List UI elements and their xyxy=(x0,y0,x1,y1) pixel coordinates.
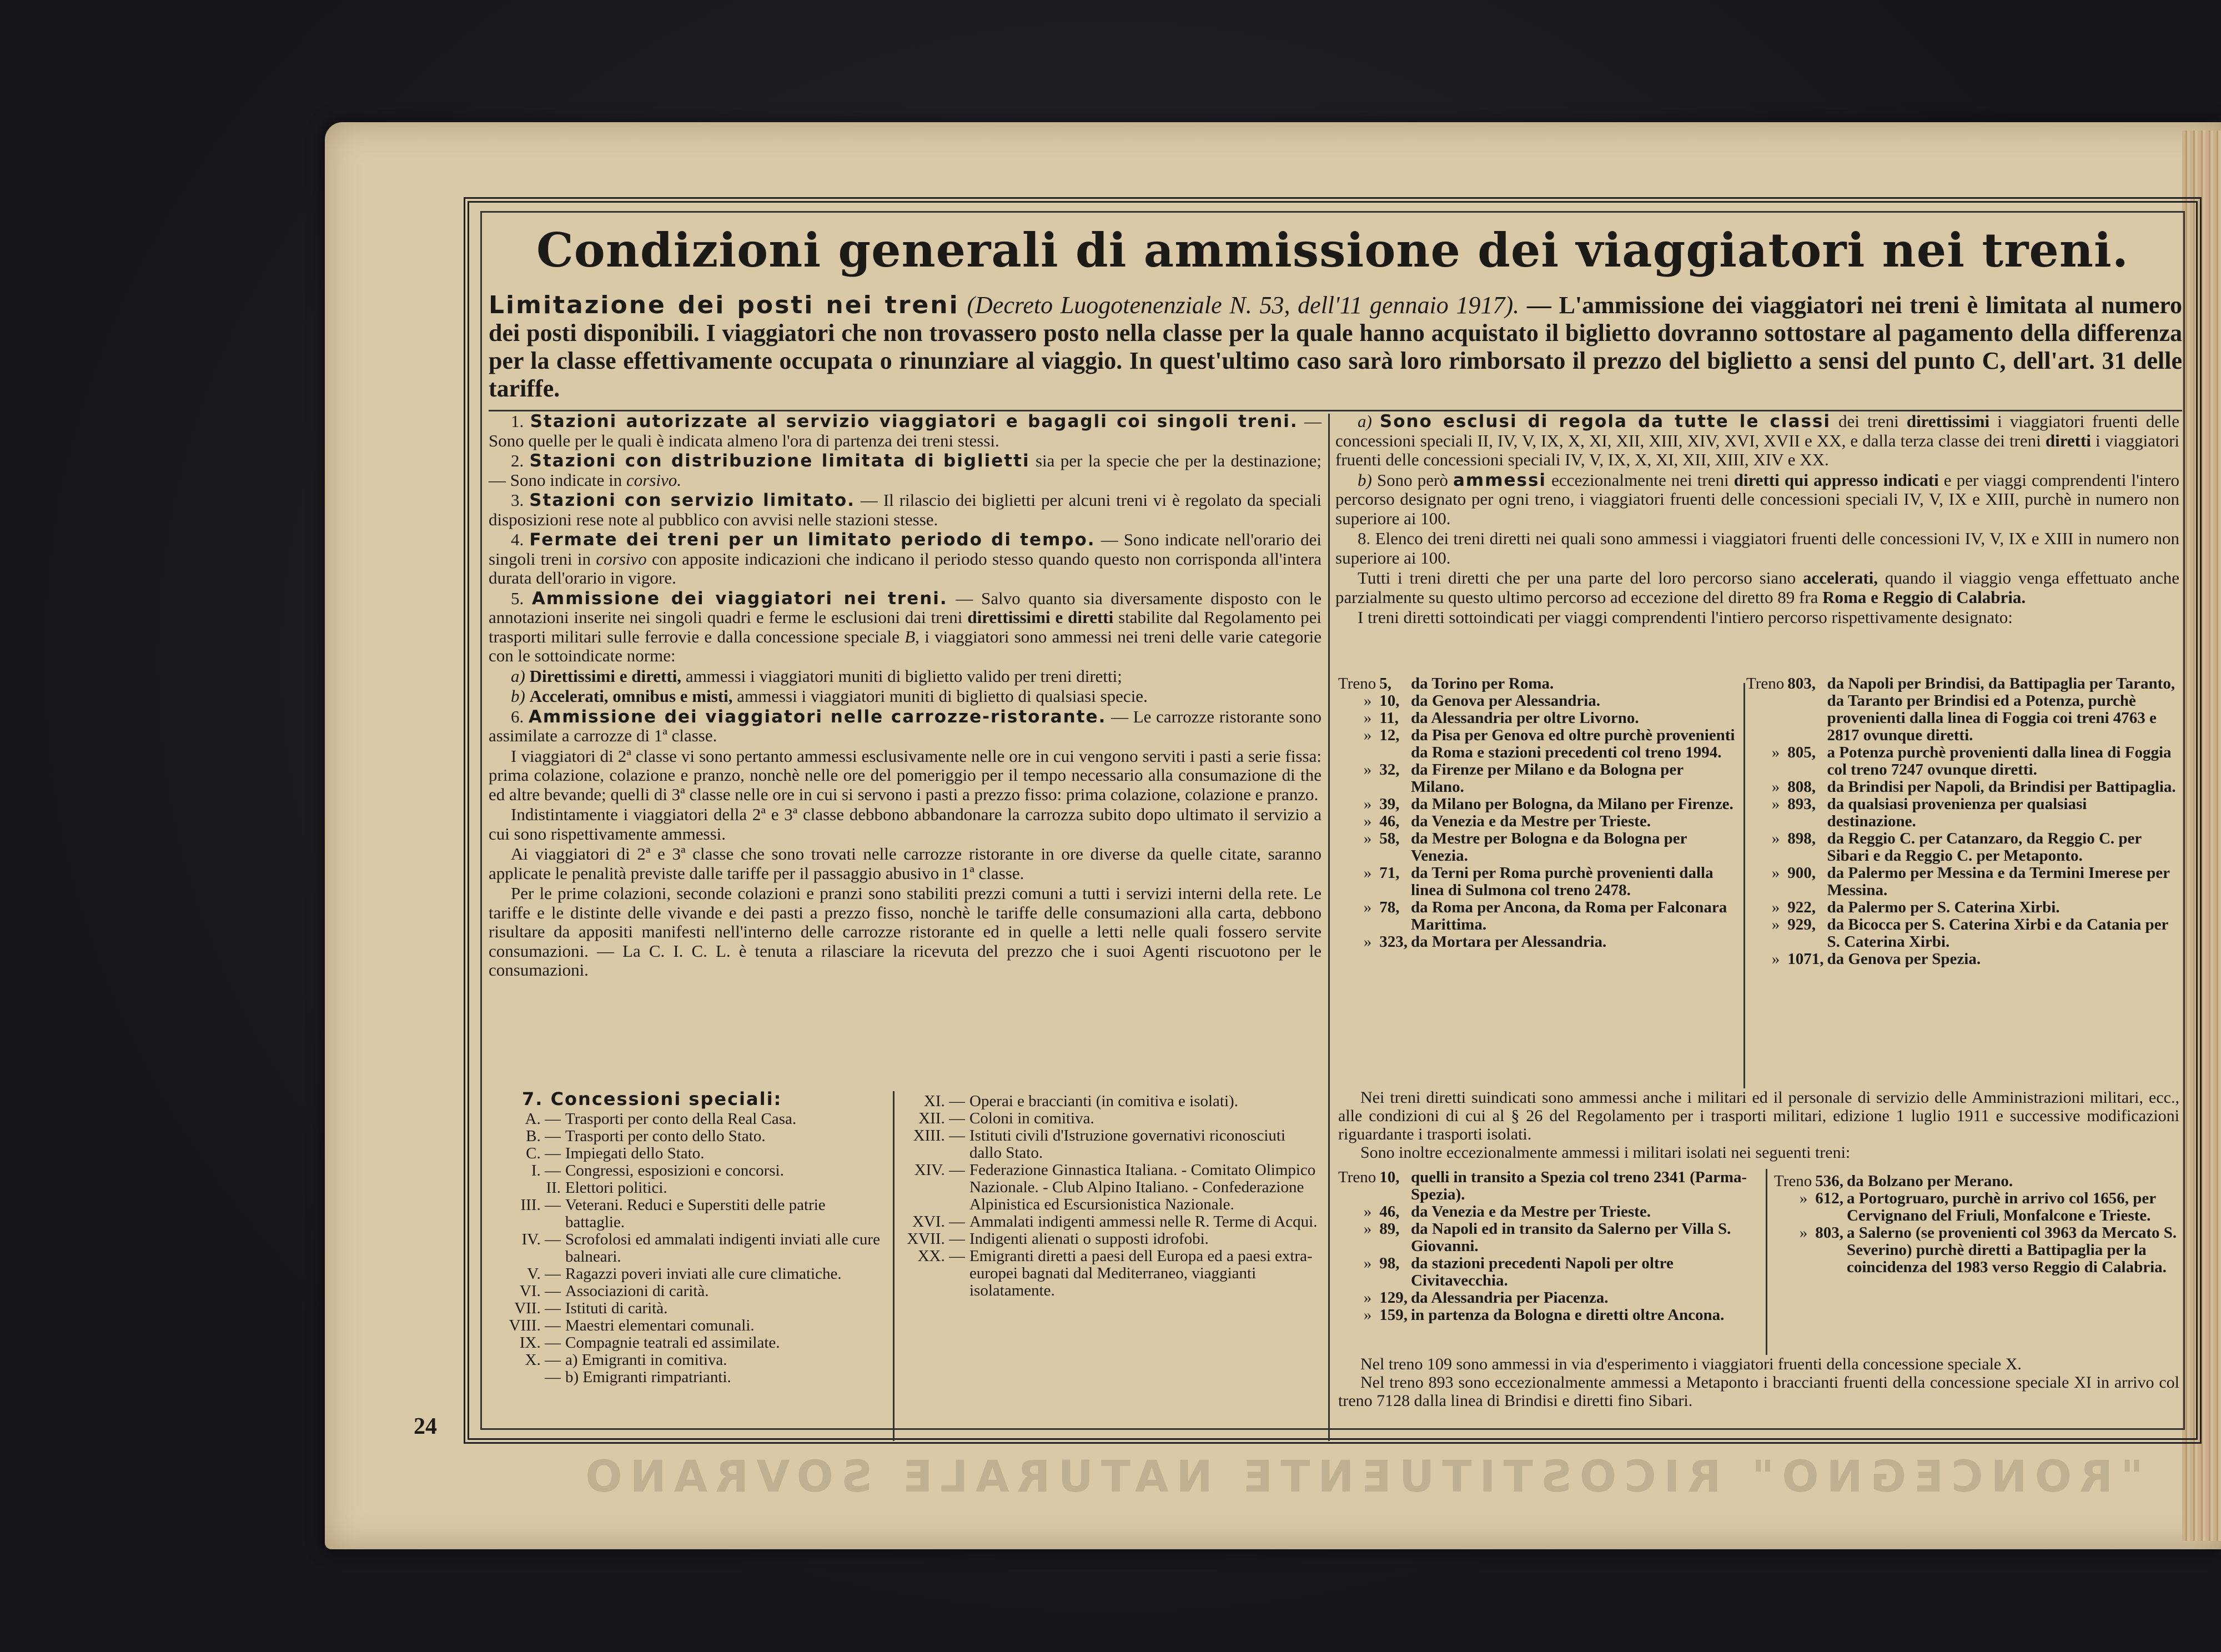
concessione-code: III. — xyxy=(520,1196,561,1214)
train-prefix: » xyxy=(1363,1203,1372,1221)
train-prefix: » xyxy=(1771,864,1780,882)
train-route: da Bolzano per Merano. xyxy=(1846,1172,2013,1190)
concessione-row xyxy=(898,1213,1320,1231)
train-prefix: » xyxy=(1363,1254,1372,1272)
concessione-row xyxy=(898,1093,1320,1110)
concessione-text: a) Emigranti in comitiva. xyxy=(565,1351,727,1369)
paragraph-9 xyxy=(1335,569,2179,607)
paragraph-11: Nei treni diretti suindicati sono ammessi anche i militari ed il personale di servizio delle Amministrazioni militari, ecc., alle condizioni di cui al § 26 del Regolamento per i trasporti militari, edizione 1 luglio 1911 e successive modificazioni riguardante i trasporti isolati. xyxy=(1338,1088,2179,1143)
train-route: da Roma per Ancona, da Roma per Falconara Marittima. xyxy=(1410,898,1727,933)
train-number: 1071, xyxy=(1787,950,1824,968)
train-route: da Venezia e da Mestre per Trieste. xyxy=(1410,1203,1651,1221)
train-prefix: » xyxy=(1771,898,1780,916)
concessioni-divider xyxy=(893,1091,895,1441)
train-row xyxy=(1338,761,1738,796)
train-prefix: » xyxy=(1363,726,1372,744)
concessione-text: Scrofolosi ed ammalati indigenti inviati alle cure balneari. xyxy=(565,1231,880,1266)
paragraph-a-bold: direttissimi xyxy=(1906,411,1990,431)
section-6-text: — Le carrozze ristorante sono assimilate a carrozze di 1ª classe. xyxy=(489,706,1321,745)
concessione-code: — xyxy=(545,1368,561,1386)
train-prefix: » xyxy=(1771,744,1780,761)
train-number: 612, xyxy=(1815,1189,1843,1207)
train-route: da Napoli ed in transito da Salerno per Villa S. Giovanni. xyxy=(1410,1220,1731,1255)
train-prefix: » xyxy=(1799,1224,1808,1242)
section-3-heading: Stazioni con servizio limitato. xyxy=(529,490,855,510)
paragraph-9-text-b: quando il viaggio venga effettuato anche parzialmente su questo ultimo percorso ad eccezione del diretto 89 fra xyxy=(1335,568,2180,607)
concessione-text: Istituti civili d'Istruzione governativi riconosciuti dallo Stato. xyxy=(969,1127,1285,1162)
concessione-row xyxy=(483,1369,888,1386)
train-route: da Genova per Alessandria. xyxy=(1410,692,1601,710)
section-4-text-b: con apposite indicazioni che indicano il periodo stesso quando questo non corrisponda all'intera durata dell'orario in vigore. xyxy=(489,549,1322,588)
paragraph-a xyxy=(1335,412,2179,470)
concessione-text: Compagnie teatrali ed assimilate. xyxy=(565,1334,780,1352)
concessione-text: Impiegati dello Stato. xyxy=(565,1144,705,1162)
section-1-text: — Sono quelle per le quali è indicata almeno l'ora di partenza dei treni stessi. xyxy=(489,411,1322,450)
train-row xyxy=(1746,899,2179,916)
section-2-text: sia per la specie che per la destinazione; — Sono indicate in xyxy=(489,451,1322,490)
paragraph-b-text-b: eccezionalmente nei treni xyxy=(1551,470,1729,490)
concessione-text: Trasporti per conto dello Stato. xyxy=(565,1127,766,1145)
concessione-text: Elettori politici. xyxy=(565,1179,667,1197)
column-divider xyxy=(1328,414,1330,1441)
section-5-bold: direttissimi e diretti xyxy=(967,607,1114,627)
concessione-code: XVII. — xyxy=(907,1230,965,1248)
bleed-through-advert: "RONCEGNO" RICOSTITUENTE NATURALE SOVRANO xyxy=(577,1452,2143,1502)
intro-heading: Limitazione dei posti nei treni xyxy=(489,291,959,319)
section-4-text-a: — Sono indicate nell'orario dei singoli treni in xyxy=(489,530,1322,569)
train-row xyxy=(1338,710,1738,727)
concessione-row xyxy=(483,1231,888,1266)
train-number: 78, xyxy=(1379,898,1400,916)
train-row xyxy=(1338,899,1738,933)
concessione-code: IX. — xyxy=(519,1334,561,1352)
train-prefix: » xyxy=(1363,692,1372,710)
concessione-row xyxy=(898,1127,1320,1162)
concessione-row xyxy=(483,1317,888,1334)
section-5-text-c: i viaggiatori sono ammessi nei treni delle varie categorie con le sottoindicate norme: xyxy=(489,626,1322,665)
concessione-code: II. xyxy=(546,1179,561,1197)
section-3-number: 3. xyxy=(511,490,524,510)
section-2-number: 2. xyxy=(511,451,524,470)
train-number: 46, xyxy=(1379,812,1400,830)
section-5-item-b xyxy=(489,687,1321,706)
train-route: da Firenze per Milano e da Bologna per Milano. xyxy=(1410,761,1684,796)
train-number: 58, xyxy=(1379,830,1400,847)
train-prefix: » xyxy=(1799,1189,1808,1207)
section-4-heading: Fermate dei treni per un limitato periodo di tempo. xyxy=(529,530,1096,550)
section-3-text: — Il rilascio dei biglietti per alcuni treni vi è regolato da speciali disposizioni rese note al pubblico con avvisi nelle stazioni stesse. xyxy=(489,490,1322,529)
train-number: 39, xyxy=(1379,795,1400,813)
concessione-row xyxy=(483,1334,888,1352)
train-row xyxy=(1338,1255,1760,1289)
concessione-text: b) Emigranti rimpatrianti. xyxy=(565,1368,731,1386)
section-6-heading: Ammissione dei viaggiatori nelle carrozze-ristorante. xyxy=(528,706,1107,727)
paragraph-b-bold: diretti qui appresso indicati xyxy=(1733,470,1939,490)
concessione-code: XI. — xyxy=(923,1092,965,1110)
section-3 xyxy=(489,491,1321,529)
page-title: Condizioni generali di ammissione dei viaggiatori nei treni. xyxy=(536,223,2129,278)
concessione-row xyxy=(898,1231,1320,1248)
concessione-row xyxy=(483,1197,888,1231)
military-note xyxy=(1338,1088,2179,1162)
section-5-item-a xyxy=(489,667,1321,686)
train-number: 900, xyxy=(1787,864,1816,882)
concessione-text: Operai e braccianti (in comitiva e isolati). xyxy=(969,1092,1238,1110)
train-route: a Potenza purchè provenienti dalla linea di Foggia col treno 7247 ovunque diretti. xyxy=(1827,744,2172,779)
concessione-row xyxy=(483,1145,888,1162)
train-number: 11, xyxy=(1379,709,1399,727)
train-route: da Alessandria per Piacenza. xyxy=(1410,1289,1609,1307)
train-prefix: » xyxy=(1771,950,1780,968)
train-row xyxy=(1338,1289,1760,1307)
train-number: 89, xyxy=(1379,1220,1400,1238)
concessione-row xyxy=(483,1283,888,1300)
train-number: 12, xyxy=(1379,726,1400,744)
concessione-text: Associazioni di carità. xyxy=(565,1282,709,1300)
train-route: a Salerno (se provenienti col 3963 da Mercato S. Severino) purchè diretti a Battipaglia per la coincidenza del 1983 verso Reggio di Calabria. xyxy=(1846,1224,2177,1276)
concessioni-list-left xyxy=(483,1111,888,1386)
concessione-code: XIV. — xyxy=(914,1161,965,1179)
train-prefix: » xyxy=(1363,1289,1372,1307)
trains-divider-b xyxy=(1766,1169,1767,1355)
concessione-text: Maestri elementari comunali. xyxy=(565,1317,755,1334)
concessione-text: Trasporti per conto della Real Casa. xyxy=(565,1110,797,1128)
intro-paragraph xyxy=(489,292,2182,403)
train-prefix: » xyxy=(1771,830,1780,847)
train-route: da Napoli per Brindisi, da Battipaglia per Taranto, da Taranto per Brindisi ed a Potenza, purchè provenienti dalla linea di Foggia coi treni 4763 e 2817 ovunque diretti. xyxy=(1827,675,2175,744)
train-number: 898, xyxy=(1787,830,1816,847)
concessione-code: XIII. — xyxy=(913,1127,965,1144)
paragraph-14: Nel treno 893 sono eccezionalmente ammessi a Metaponto i braccianti fruenti della concessione speciale XI in arrivo col treno 7128 dalla linea di Brindisi e diretti fino Sibari. xyxy=(1338,1373,2179,1410)
train-row xyxy=(1746,675,2179,744)
concessione-code: VIII. — xyxy=(509,1317,561,1334)
section-5-item-b-text: ammessi i viaggiatori muniti di biglietto di qualsiasi specie. xyxy=(737,686,1148,706)
section-6-paragraph-3: Indistintamente i viaggiatori della 2ª e 3ª classe debbono abbandonare la carrozza subito dopo ultimato il servizio a cui sono rispettivamente ammessi. xyxy=(489,805,1321,843)
train-prefix: » xyxy=(1363,1220,1372,1238)
train-number: 10, xyxy=(1379,692,1400,710)
train-route: da Reggio C. per Catanzaro, da Reggio C. per Sibari e da Reggio C. per Metaponto. xyxy=(1827,830,2142,865)
concessione-text: Congressi, esposizioni e concorsi. xyxy=(565,1162,784,1179)
concessione-text: Veterani. Reduci e Superstiti delle patrie battaglie. xyxy=(565,1196,826,1231)
concessione-code: VI. — xyxy=(519,1282,561,1300)
paragraph-a-heading: Sono esclusi di regola da tutte le classi xyxy=(1379,411,1831,431)
concessione-row xyxy=(898,1162,1320,1213)
section-4-italic: corsivo xyxy=(596,549,647,569)
train-row xyxy=(1774,1190,2179,1224)
concessione-code: C. — xyxy=(526,1144,561,1162)
section-6-paragraph-4: Ai viaggiatori di 2ª e 3ª classe che sono trovati nelle carrozze ristorante in ore diverse da quelle citate, saranno applicate le penalità previste dalle tariffe per il passaggio abusivo in 1ª classe. xyxy=(489,844,1321,883)
train-route: da Milano per Bologna, da Milano per Firenze. xyxy=(1410,795,1733,813)
train-row xyxy=(1746,830,2179,865)
concessione-text: Ammalati indigenti ammessi nelle R. Terme di Acqui. xyxy=(969,1213,1318,1231)
concessione-row xyxy=(483,1128,888,1145)
section-5-item-a-label: a) xyxy=(511,666,525,686)
concessione-code: I. — xyxy=(531,1162,561,1179)
train-row xyxy=(1746,744,2179,779)
trains-table-d xyxy=(1774,1173,2179,1276)
train-route: da Terni per Roma purchè provenienti dalla linea di Sulmona col treno 2478. xyxy=(1410,864,1714,899)
train-row xyxy=(1338,1221,1760,1255)
paragraph-a-bold-2: diretti xyxy=(2045,430,2091,450)
train-row xyxy=(1338,933,1738,951)
section-5 xyxy=(489,589,1321,666)
train-row xyxy=(1338,675,1738,692)
train-prefix: » xyxy=(1363,830,1372,847)
section-5-item-a-bold: Direttissimi e diretti, xyxy=(529,666,682,686)
train-number: 803, xyxy=(1815,1224,1843,1242)
train-prefix: Treno xyxy=(1774,1172,1812,1190)
concessione-code: IV. — xyxy=(521,1231,561,1248)
train-route: da Bicocca per S. Caterina Xirbi e da Catania per S. Caterina Xirbi. xyxy=(1827,916,2168,951)
train-number: 929, xyxy=(1787,916,1816,933)
train-number: 32, xyxy=(1379,761,1400,779)
section-2-heading: Stazioni con distribuzione limitata di biglietti xyxy=(529,451,1030,471)
train-number: 808, xyxy=(1787,778,1816,796)
trains-table-c xyxy=(1338,1169,1760,1324)
concessioni-title: 7. Concessioni speciali: xyxy=(522,1088,782,1109)
paragraph-b-text-a: Sono però xyxy=(1376,470,1448,490)
train-route: da Genova per Spezia. xyxy=(1827,950,1981,968)
train-route: da Pisa per Genova ed oltre purchè provenienti da Roma e stazioni precedenti col treno 1994. xyxy=(1410,726,1735,761)
train-row xyxy=(1338,796,1738,813)
train-route: da Torino per Roma. xyxy=(1410,675,1554,692)
train-prefix: » xyxy=(1363,898,1372,916)
paragraph-13: Nel treno 109 sono ammessi in via d'esperimento i viaggiatori fruenti della concessione speciale X. xyxy=(1360,1355,2022,1373)
train-route: da Mortara per Alessandria. xyxy=(1410,933,1607,951)
section-5-italic: B, xyxy=(905,626,919,646)
paragraph-a-text-a: dei treni xyxy=(1838,411,1899,431)
final-notes xyxy=(1338,1355,2179,1410)
section-5-item-a-text: ammessi i viaggiatori muniti di biglietto valido per treni diretti; xyxy=(685,666,1122,686)
train-number: 98, xyxy=(1379,1254,1400,1272)
paragraph-b-text-c: e per viaggi comprendenti l'intero percorso designato per ogni treno, i viaggiatori fruenti delle concessioni speciali IV, V, IX e XIII, purchè in numero non superiore ai 100. xyxy=(1335,470,2180,528)
paragraph-a-text-b: i viaggiatori fruenti delle concessioni speciali II, IV, V, IX, X, XI, XII, XIII, XIV, XVI, XVII e XX, e dalla terza classe dei treni xyxy=(1335,411,2180,450)
section-5-item-b-bold: Accelerati, omnibus e misti, xyxy=(529,686,733,706)
concessione-row xyxy=(483,1300,888,1317)
trains-table-b xyxy=(1746,675,2179,968)
train-route: da qualsiasi provenienza per qualsiasi destinazione. xyxy=(1827,795,2087,830)
train-number: 893, xyxy=(1787,795,1816,813)
train-row xyxy=(1746,865,2179,899)
train-prefix: » xyxy=(1363,864,1372,882)
concessione-text: Indigenti alienati o supposti idrofobi. xyxy=(969,1230,1209,1248)
trains-table-a xyxy=(1338,675,1738,951)
train-row xyxy=(1774,1173,2179,1190)
train-row xyxy=(1338,1169,1760,1203)
train-row xyxy=(1338,865,1738,899)
section-6-number: 6. xyxy=(511,706,524,726)
concessione-text: Istituti di carità. xyxy=(565,1299,668,1317)
train-route: da Mestre per Bologna e da Bologna per Venezia. xyxy=(1410,830,1687,865)
concessione-row xyxy=(483,1111,888,1128)
train-row xyxy=(1338,830,1738,865)
intro-text: — L'ammissione dei viaggiatori nei treni è limitata al numero dei posti disponibili. I viaggiatori che non trovassero posto nella classe per la quale hanno acquistato il biglietto dovranno sottostare al pagamento della differenza per la classe effettivamente occupata o rinunziare al viaggio. In quest'ultimo caso sarà loro rimborsato il prezzo del biglietto a sensi del punto C, dell'art. 31 delle tariffe. xyxy=(489,292,2183,402)
train-route: da Brindisi per Napoli, da Brindisi per Battipaglia. xyxy=(1827,778,2176,796)
paragraph-10: I treni diretti sottoindicati per viaggi comprendenti l'intiero percorso rispettivamente designato: xyxy=(1358,607,2013,627)
concessioni-list-right xyxy=(898,1093,1320,1299)
concessione-text: Ragazzi poveri inviati alle cure climatiche. xyxy=(565,1265,842,1283)
concessione-code: XVI. — xyxy=(912,1213,965,1231)
train-prefix: Treno xyxy=(1338,1168,1376,1186)
train-prefix: » xyxy=(1363,795,1372,813)
train-prefix: » xyxy=(1363,812,1372,830)
train-row xyxy=(1338,692,1738,710)
page-number: 24 xyxy=(414,1414,437,1439)
train-row xyxy=(1774,1224,2179,1276)
section-2 xyxy=(489,451,1321,490)
concessione-row xyxy=(483,1179,888,1197)
train-number: 323, xyxy=(1379,933,1408,951)
paragraph-9-bold: accelerati, xyxy=(1802,568,1878,588)
section-5-number: 5. xyxy=(511,588,524,608)
train-prefix: » xyxy=(1363,933,1372,951)
section-5-heading: Ammissione dei viaggiatori nei treni. xyxy=(531,588,948,609)
train-route: da Alessandria per oltre Livorno. xyxy=(1410,709,1639,727)
train-route: in partenza da Bologna e diretti oltre Ancona. xyxy=(1410,1306,1725,1324)
train-prefix: Treno xyxy=(1746,675,1785,692)
concessione-text: Emigranti diretti a paesi dell Europa ed a paesi extra-europei bagnati dal Mediterraneo, viaggianti isolatamente. xyxy=(969,1247,1313,1299)
train-number: 5, xyxy=(1379,675,1391,692)
train-number: 922, xyxy=(1787,898,1816,916)
train-prefix: » xyxy=(1363,1306,1372,1324)
train-route: da Palermo per Messina e da Termini Imerese per Messina. xyxy=(1827,864,2170,899)
train-prefix: » xyxy=(1771,778,1780,796)
train-prefix: » xyxy=(1771,795,1780,813)
paragraph-12: Sono inoltre eccezionalmente ammessi i militari isolati nei seguenti treni: xyxy=(1360,1143,1851,1162)
section-6 xyxy=(489,707,1321,746)
train-number: 46, xyxy=(1379,1203,1400,1221)
paragraph-8: 8. Elenco dei treni diretti nei quali sono ammessi i viaggiatori fruenti delle concessioni IV, V, IX e XIII in numero non superiore ai 100. xyxy=(1335,529,2179,568)
train-route: da Palermo per S. Caterina Xirbi. xyxy=(1827,898,2060,916)
concessione-code: XX. — xyxy=(917,1247,965,1265)
train-number: 803, xyxy=(1787,675,1816,692)
train-row xyxy=(1746,916,2179,951)
train-row xyxy=(1746,779,2179,796)
train-row xyxy=(1746,951,2179,968)
concessione-row xyxy=(483,1162,888,1179)
concessione-code: B. — xyxy=(526,1127,561,1145)
concessione-row xyxy=(483,1266,888,1283)
concessione-text: Coloni in comitiva. xyxy=(969,1109,1094,1127)
left-column xyxy=(489,412,1321,981)
train-number: 536, xyxy=(1815,1172,1843,1190)
section-1-number: 1. xyxy=(511,411,524,431)
paragraph-a-label: a) xyxy=(1358,411,1372,431)
section-2-italic: corsivo. xyxy=(626,470,681,490)
right-column xyxy=(1335,412,2179,629)
concessione-code: A. — xyxy=(525,1110,561,1128)
train-number: 129, xyxy=(1379,1289,1408,1307)
paragraph-b xyxy=(1335,471,2179,529)
intro-decree: (Decreto Luogotenenziale N. 53, dell'11 gennaio 1917). xyxy=(967,292,1520,319)
concessione-code: VII. — xyxy=(514,1299,561,1317)
concessione-text: Federazione Ginnastica Italiana. - Comitato Olimpico Nazionale. - Club Alpino Italiano. - Confederazione Alpinistica ed Escursionistica Nazionale. xyxy=(969,1161,1316,1213)
section-4-number: 4. xyxy=(511,530,524,549)
paragraph-a-text-c: i viaggiatori fruenti delle concessioni speciali IV, V, IX, X, XI, XII, XIII, XIV e XX. xyxy=(1335,430,2180,469)
paragraph-b-heading: ammessi xyxy=(1453,470,1547,490)
section-1-heading: Stazioni autorizzate al servizio viaggiatori e bagagli coi singoli treni. xyxy=(530,411,1298,431)
train-number: 805, xyxy=(1787,744,1816,761)
paragraph-b-label: b) xyxy=(1358,470,1372,490)
train-route: quelli in transito a Spezia col treno 2341 (Parma-Spezia). xyxy=(1410,1168,1747,1203)
train-prefix: » xyxy=(1363,709,1372,727)
concessione-code: XII. — xyxy=(918,1109,965,1127)
train-number: 159, xyxy=(1379,1306,1408,1324)
section-5-item-b-label: b) xyxy=(511,686,525,706)
train-route: da Venezia e da Mestre per Trieste. xyxy=(1410,812,1651,830)
train-row xyxy=(1338,813,1738,830)
concessione-row xyxy=(898,1110,1320,1127)
section-6-paragraph-5: Per le prime colazioni, seconde colazioni e pranzi sono stabiliti prezzi comuni a tutti i servizi interni della rete. Le tariffe e le distinte delle vivande e dei pasti a prezzo fisso, nonchè le tariffe delle consumazioni alla carta, debbono risultare da appositi manifesti nell'interno delle carrozze ristorante ed in quelle a letti nelle quali fossero servite consumazioni. — La C. I. C. L. è tenuta a rilasciare la ricevuta del prezzo che i suoi Agenti riscuotono per le consumazioni. xyxy=(489,883,1321,980)
train-number: 10, xyxy=(1379,1168,1400,1186)
paragraph-9-text-a: Tutti i treni diretti che per una parte del loro percorso siano xyxy=(1358,568,1796,588)
concessione-row xyxy=(483,1352,888,1369)
train-prefix: » xyxy=(1363,761,1372,779)
section-4 xyxy=(489,530,1321,588)
train-row xyxy=(1338,1203,1760,1221)
concessione-code: V. — xyxy=(527,1265,561,1283)
section-5-text-b: stabilite dal Regolamento pei trasporti militari sulle ferrovie e dalla concessione speciale xyxy=(489,607,1322,646)
train-number: 71, xyxy=(1379,864,1400,882)
train-prefix: Treno xyxy=(1338,675,1376,692)
train-route: a Portogruaro, purchè in arrivo col 1656, per Cervignano del Friuli, Monfalcone e Trieste. xyxy=(1846,1189,2156,1224)
train-row xyxy=(1338,727,1738,761)
section-6-paragraph-2: I viaggiatori di 2ª classe vi sono pertanto ammessi esclusivamente nelle ore in cui vengono serviti i pasti a serie fissa: prima colazione, colazione e pranzo, nonchè nelle ore del pomeriggio per il tempo necessario alla consumazione di the ed altre bevande; quelli di 3ª classe nelle ore in cui si servono i pasti a prezzo fisso: prima colazione, colazione e pranzo. xyxy=(489,746,1321,804)
concessione-row xyxy=(898,1248,1320,1299)
train-row xyxy=(1338,1307,1760,1324)
train-route: da stazioni precedenti Napoli per oltre Civitavecchia. xyxy=(1410,1254,1674,1289)
train-prefix: » xyxy=(1771,916,1780,933)
paragraph-9-bold-2: Roma e Reggio di Calabria. xyxy=(1822,587,2026,607)
section-5-text-a: — Salvo quanto sia diversamente disposto con le annotazioni inserite nei singoli quadri e ferme le esclusioni dai treni xyxy=(489,588,1322,627)
train-row xyxy=(1746,796,2179,830)
section-1 xyxy=(489,412,1321,450)
concessione-code: X. — xyxy=(525,1351,561,1369)
trains-divider-a xyxy=(1743,683,1745,1088)
